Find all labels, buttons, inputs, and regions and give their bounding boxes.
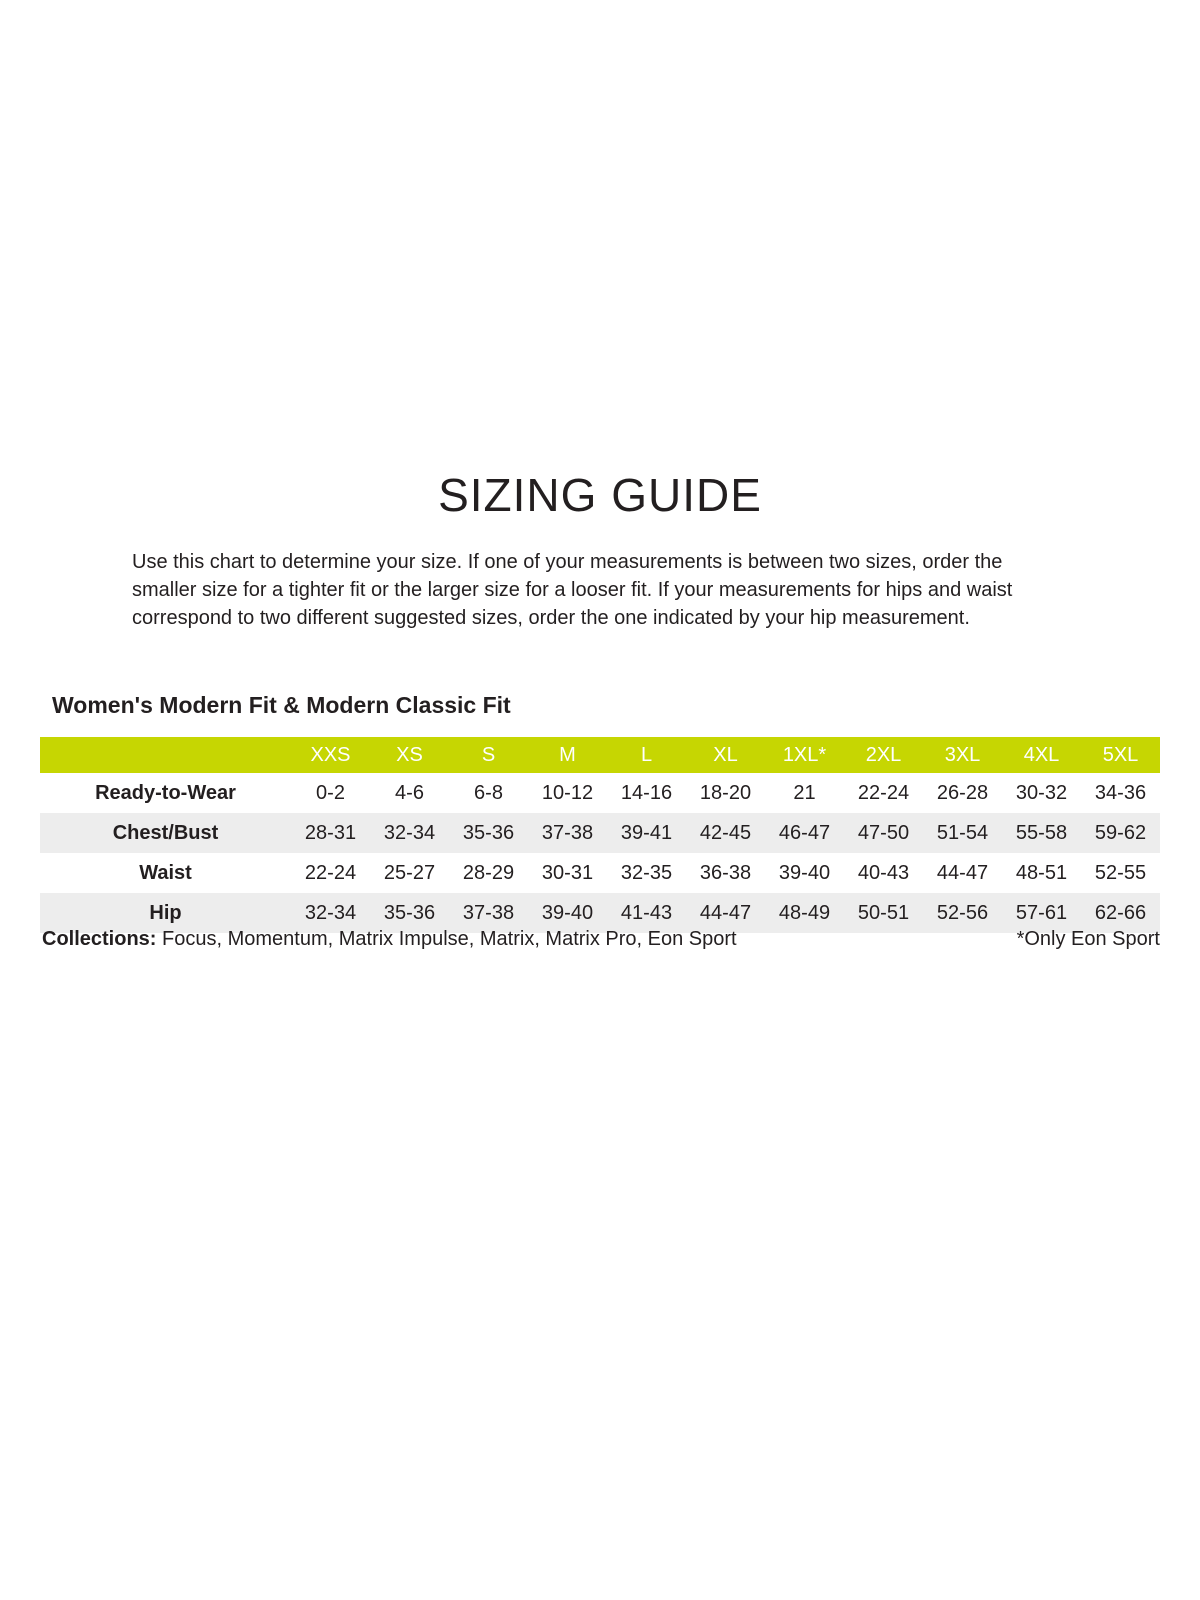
- header-cell-size: L: [640, 743, 653, 766]
- header-cell-size: S: [481, 743, 496, 766]
- table-cell: 57-61: [1015, 901, 1068, 924]
- table-cell: 6-8: [474, 781, 503, 804]
- table-cell: 59-62: [1094, 821, 1147, 844]
- table-cell: 30-31: [541, 861, 594, 884]
- size-table: [40, 737, 1160, 933]
- table-cell: 34-36: [1094, 781, 1147, 804]
- table-cell: 0-2: [316, 781, 345, 804]
- table-cell: 42-45: [699, 821, 752, 844]
- section-title: Women's Modern Fit & Modern Classic Fit: [52, 692, 511, 718]
- table-cell: 26-28: [936, 781, 989, 804]
- asterisk-note: *Only Eon Sport: [1016, 928, 1160, 950]
- table-cell: 14-16: [620, 781, 673, 804]
- row-label: Ready-to-Wear: [95, 781, 236, 804]
- table-cell: 28-31: [304, 821, 357, 844]
- table-cell: 39-40: [541, 901, 594, 924]
- table-cell: 32-34: [383, 821, 436, 844]
- table-cell: 22-24: [304, 861, 357, 884]
- table-cell: 37-38: [541, 821, 594, 844]
- table-cell: 10-12: [541, 781, 594, 804]
- table-cell: 37-38: [462, 901, 515, 924]
- header-cell-size: M: [559, 743, 576, 766]
- header-cell-size: XXS: [310, 743, 351, 766]
- table-cell: 32-34: [304, 901, 357, 924]
- table-cell: 32-35: [620, 861, 673, 884]
- table-cell: 48-49: [778, 901, 831, 924]
- table-cell: 18-20: [699, 781, 752, 804]
- table-cell: 40-43: [857, 861, 910, 884]
- row-label: Chest/Bust: [112, 821, 219, 844]
- table-cell: 22-24: [857, 781, 910, 804]
- header-cell-size: 2XL: [865, 743, 902, 766]
- table-cell: 47-50: [857, 821, 910, 844]
- header-cell-size: XS: [396, 743, 423, 766]
- size-table-header-row: [40, 737, 1160, 773]
- table-cell: 28-29: [462, 861, 515, 884]
- table-cell: 21: [793, 781, 816, 804]
- table-cell: 25-27: [383, 861, 436, 884]
- table-cell: 35-36: [462, 821, 515, 844]
- collections-line: [42, 928, 737, 951]
- table-cell: 41-43: [620, 901, 673, 924]
- table-row-waist: [40, 853, 1160, 893]
- collections-list: Focus, Momentum, Matrix Impulse, Matrix, Matrix Pro, Eon Sport: [156, 928, 737, 950]
- header-cell-size: 1XL*: [782, 743, 827, 766]
- table-cell: 39-41: [620, 821, 673, 844]
- table-cell: 44-47: [936, 861, 989, 884]
- intro-paragraph: Use this chart to determine your size. If one of your measurements is between two sizes, order the smaller size for a tighter fit or the larger size for a looser fit. If your measurements for hips and waist correspond to two different suggested sizes, order the one indicated by your hip measurement.: [132, 551, 1013, 629]
- collections-label: Collections:: [42, 928, 157, 950]
- table-cell: 62-66: [1094, 901, 1147, 924]
- table-cell: 44-47: [699, 901, 752, 924]
- table-row-ready-to-wear: [40, 773, 1160, 813]
- table-row-hip: [40, 893, 1160, 933]
- header-cell-size: 4XL: [1023, 743, 1060, 766]
- table-cell: 55-58: [1015, 821, 1068, 844]
- row-label: Waist: [139, 861, 192, 884]
- header-cell-size: 3XL: [944, 743, 981, 766]
- header-cell-size: XL: [713, 743, 738, 766]
- table-cell: 48-51: [1015, 861, 1068, 884]
- row-label: Hip: [149, 901, 182, 924]
- table-cell: 30-32: [1015, 781, 1068, 804]
- page-title: SIZING GUIDE: [438, 469, 762, 521]
- table-cell: 52-56: [936, 901, 989, 924]
- header-cell-size: 5XL: [1102, 743, 1139, 766]
- footer-line: [42, 928, 1160, 951]
- table-cell: 36-38: [699, 861, 752, 884]
- table-cell: 4-6: [395, 781, 424, 804]
- table-cell: 50-51: [857, 901, 910, 924]
- table-row-chest-bust: [40, 813, 1160, 853]
- table-cell: 51-54: [936, 821, 989, 844]
- table-cell: 35-36: [383, 901, 436, 924]
- table-cell: 39-40: [778, 861, 831, 884]
- table-cell: 46-47: [778, 821, 831, 844]
- table-cell: 52-55: [1094, 861, 1147, 884]
